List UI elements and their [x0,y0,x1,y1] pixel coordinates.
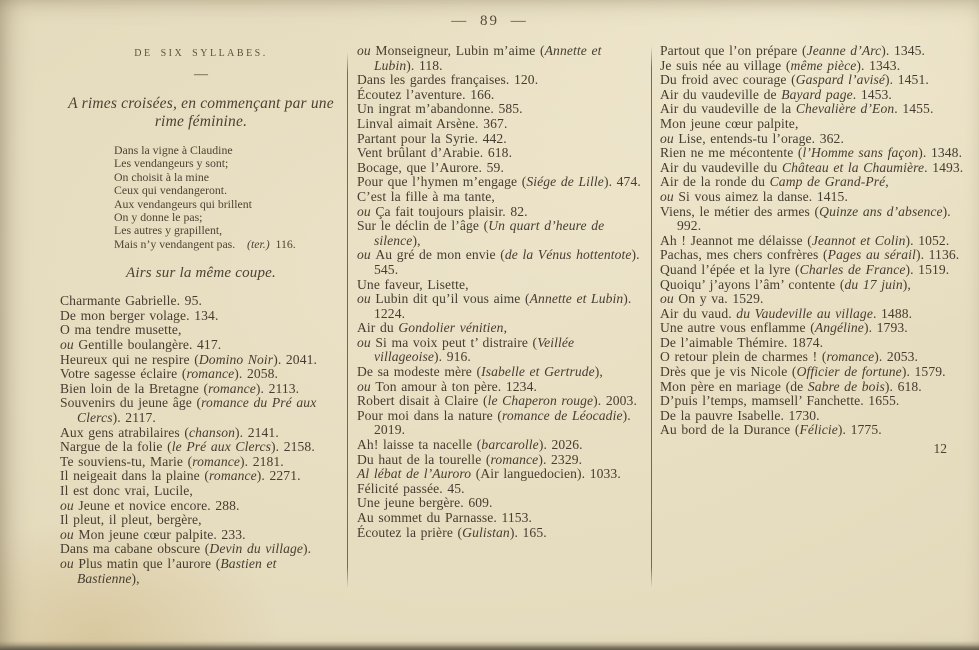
list-item: Une faveur, Lisette, [357,276,469,292]
song-list-left [60,294,342,586]
list-item: ou Jeune et novice encore. 288. [60,497,240,513]
page-bottom-shadow [0,641,979,650]
list-item: Air du vaud. du Vaudeville au village. 1488. [660,305,913,321]
subsection-heading: Airs sur la même coupe. [126,265,276,282]
list-item: Souvenirs du jeune âge (romance du Pré aux Clercs). 2117. [60,395,317,425]
list-item: Al lébat de l’Auroro (Air languedocien). 1033. [357,466,621,482]
list-item: Dans les gardes françaises. 120. [357,72,539,88]
list-item: Mais n’y vendangent pas. (ter.) 116. [114,236,296,251]
list-item: On choisit à la mine [114,169,210,184]
list-item: O ma tendre musette, [60,322,182,338]
list-item: Pour que l’hymen m’engage (Siége de Lille). 474. [357,174,641,190]
list-item: Les vendangeurs y sont; [114,156,229,171]
list-item: Viens, le métier des armes (Quinze ans d’absence). 992. [660,203,951,234]
list-item: Air du vaudeville de Bayard page. 1453. [660,86,892,102]
list-item: De l’aimable Thémire. 1874. [660,334,824,350]
list-item: Rien ne me mécontente (l’Homme sans façon). 1348. [660,145,963,161]
list-item: ou Ton amour à ton père. 1234. [357,378,537,394]
list-item: Quoiqu’ j’ayons l’âm’ contente (du 17 juin), [660,276,911,292]
list-item: D’puis l’temps, mamsell’ Fanchette. 1655. [660,393,900,409]
list-item: Une autre vous enflamme (Angéline). 1793. [660,320,908,336]
list-item: Votre sagesse éclaire (romance). 2058. [60,366,279,382]
list-item: Au sommet du Parnasse. 1153. [357,510,533,525]
column-divider-left [347,52,348,588]
song-list-middle [357,44,644,540]
list-item: Je suis née au village (même pièce). 1343. [660,57,901,73]
verse-block [60,144,342,251]
list-item: Les autres y grapillent, [114,223,223,238]
list-item: O retour plein de charmes ! (romance). 2053. [660,349,919,365]
list-item: Heureux qui ne respire (Domino Noir). 2041. [60,351,318,367]
list-item: Il pleut, il pleut, bergère, [60,512,202,528]
list-item: Une jeune bergère. 609. [357,495,493,511]
list-item: Pour moi dans la nature (romance de Léocadie). 2019. [357,407,631,438]
list-item: Dans la vigne à Claudine [114,143,233,157]
list-item: Ah! laisse ta nacelle (barcarolle). 2026. [357,437,583,453]
list-item: Mon jeune cœur palpite, [660,115,799,131]
list-item: ou Plus matin que l’aurore (Bastien et Bastienne), [60,555,277,586]
list-item: ou Lise, entends-tu l’orage. 362. [660,130,844,146]
list-item: Écoutez l’aventure. 166. [357,86,495,102]
list-item: Air du vaudeville du Château et la Chaumière. 1493. [660,159,964,175]
list-item: Un ingrat m’abandonne. 585. [357,101,523,117]
column-right [660,44,967,457]
list-item: Quand l’épée et la lyre (Charles de France). 1519. [660,261,950,277]
list-item: Au bord de la Durance (Félicie). 1775. [660,422,882,438]
list-item: ou Lubin dit qu’il vous aime (Annette et Lubin). 1224. [357,291,632,321]
list-item: Aux vendangeurs qui brillent [114,196,252,211]
list-item: Dans ma cabane obscure (Devin du village). [60,541,312,557]
section-heading: A rimes croisées, en commençant par une rime féminine. [68,95,334,130]
list-item: Vent brûlant d’Arabie. 618. [357,145,513,161]
list-item: Aux gens atrabilaires (chanson). 2141. [60,424,279,440]
list-item: Sur le déclin de l’âge (Un quart d’heure de silence), [357,218,605,248]
list-item: ou Gentille boulangère. 417. [60,337,222,353]
list-item: Félicité passée. 45. [357,480,465,496]
list-item: ou On y va. 1529. [660,291,764,307]
list-item: ou Ça fait toujours plaisir. 82. [357,203,528,219]
list-item: Linval aimait Arsène. 367. [357,115,508,131]
list-item: Bocage, que l’Aurore. 59. [357,159,504,175]
list-item: On y donne le pas; [114,210,203,225]
signature-number: 12 [933,441,947,457]
list-item: Mon père en mariage (de Sabre de bois). 618. [660,378,922,394]
column-divider-right [651,46,652,588]
list-item: De mon berger volage. 134. [60,307,219,323]
list-item: Air du vaudeville de la Chevalière d’Eon. 1455. [660,101,934,117]
section-divider-dash: — [194,67,208,82]
list-item: Partout que l’on prépare (Jeanne d’Arc). 1345. [660,43,926,58]
list-item: Partant pour la Syrie. 442. [357,130,507,146]
column-left [60,44,342,586]
list-item: Nargue de la folie (le Pré aux Clercs). 2158. [60,439,315,455]
list-item: Ah ! Jeannot me délaisse (Jeannot et Colin). 1052. [660,232,950,248]
list-item: De sa modeste mère (Isabelle et Gertrude), [357,364,603,380]
list-item: Robert disait à Claire (le Chaperon rouge). 2003. [357,393,637,409]
list-item: Drès que je vis Nicole (Officier de fortune). 1579. [660,364,946,380]
list-item: Air du Gondolier vénitien, [357,320,508,336]
list-item: Écoutez la prière (Gulistan). 165. [357,524,547,540]
list-item: ou Au gré de mon envie (de la Vénus hottentote). 545. [357,247,640,277]
list-item: ou Mon jeune cœur palpite. 233. [60,526,246,542]
list-item: Te souviens-tu, Marie (romance). 2181. [60,453,284,469]
list-item: ou Si vous aimez la danse. 1415. [660,188,848,204]
list-item: C’est la fille à ma tante, [357,188,495,204]
list-item: De la pauvre Isabelle. 1730. [660,407,820,423]
list-item: Ceux qui vendangeront. [114,183,228,198]
list-item: Charmante Gabrielle. 95. [60,293,202,309]
list-item: Il neigeait dans la plaine (romance). 2271. [60,468,301,484]
list-item: Pachas, mes chers confrères (Pages au sérail). 1136. [660,247,960,263]
list-item: ou Monseigneur, Lubin m’aime (Annette et Lubin). 118. [357,43,602,73]
list-item: Bien loin de la Bretagne (romance). 2113. [60,380,300,396]
list-item: ou Si ma voix peut t’ distraire (Veillée villageoise). 916. [357,334,575,365]
list-item: Air de la ronde du Camp de Grand-Pré, [660,174,889,190]
list-item: Il est donc vrai, Lucile, [60,482,193,498]
column-middle [357,44,644,540]
song-list-right [660,44,967,438]
list-item: Du froid avec courage (Gaspard l’avisé). 1451. [660,72,929,88]
list-item: Du haut de la tourelle (romance). 2329. [357,451,583,467]
section-kicker: DE SIX SYLLABES. [134,48,268,59]
page-number: — 89 — [451,13,528,29]
